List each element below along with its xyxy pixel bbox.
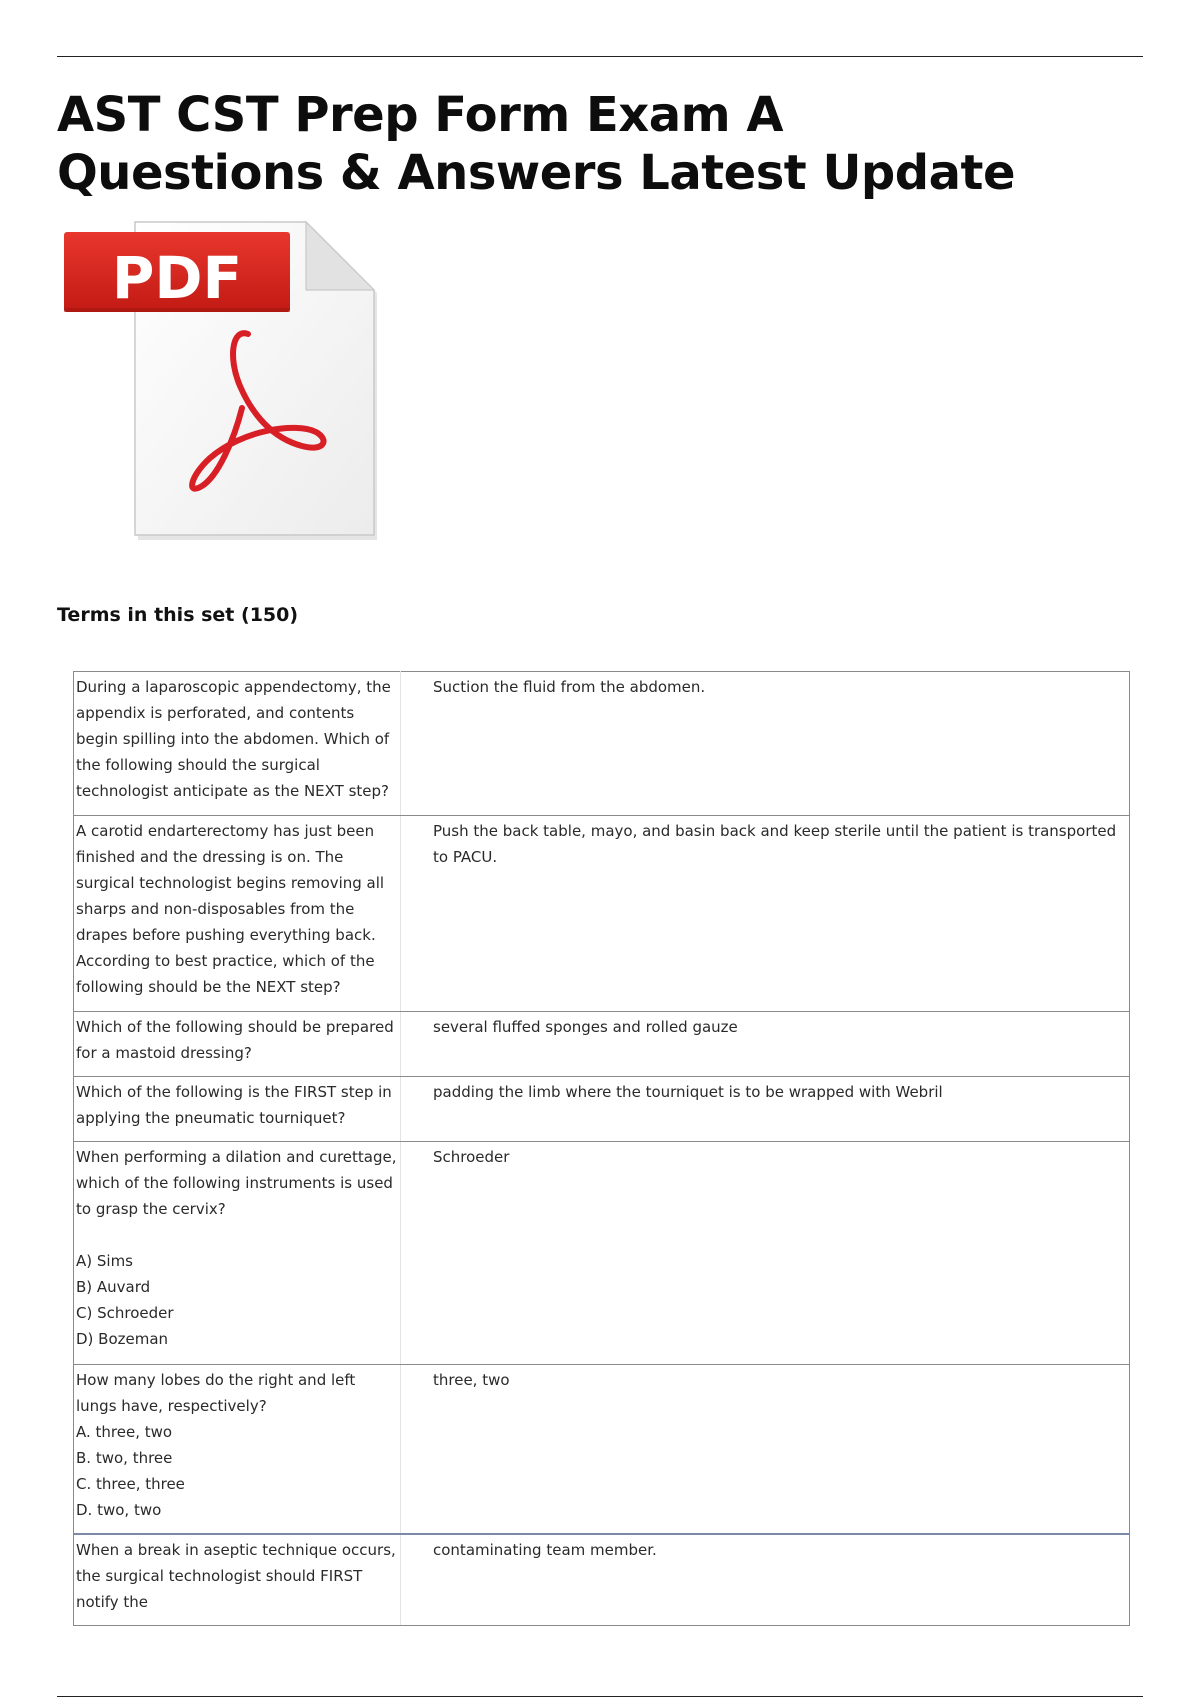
term-cell: Which of the following is the FIRST step in applying the pneumatic tourniquet?	[74, 1077, 401, 1142]
pdf-badge-label: PDF	[111, 244, 243, 312]
table-row	[74, 816, 1130, 1012]
document-title: AST CST Prep Form Exam A Questions & Answers Latest Update	[57, 87, 1016, 201]
definition-cell: Suction the fluid from the abdomen.	[401, 672, 1130, 816]
definition-cell: Push the back table, mayo, and basin back and keep sterile until the patient is transported to PACU.	[401, 816, 1130, 1012]
term-cell: Which of the following should be prepared for a mastoid dressing?	[74, 1012, 401, 1077]
definition-cell: padding the limb where the tourniquet is to be wrapped with Webril	[401, 1077, 1130, 1142]
definition-cell: contaminating team member.	[401, 1534, 1130, 1626]
terms-count-label: Terms in this set (150)	[57, 604, 299, 626]
terms-table	[73, 671, 1130, 1626]
definition-cell: Schroeder	[401, 1142, 1130, 1365]
definition-cell: several fluffed sponges and rolled gauze	[401, 1012, 1130, 1077]
table-row	[74, 1534, 1130, 1626]
pdf-file-icon	[62, 218, 382, 540]
term-cell: A carotid endarterectomy has just been finished and the dressing is on. The surgical technologist begins removing all sharps and non-disposables from the drapes before pushing everything back. According to best practice, which of the following should be the NEXT step?	[74, 816, 401, 1012]
table-row	[74, 1012, 1130, 1077]
table-row	[74, 1365, 1130, 1535]
term-cell: During a laparoscopic appendectomy, the appendix is perforated, and contents begin spilling into the abdomen. Which of the following should the surgical technologist anticipate as the NEXT step?	[74, 672, 401, 816]
table-row	[74, 1142, 1130, 1365]
table-row	[74, 1077, 1130, 1142]
table-row	[74, 672, 1130, 816]
definition-cell: three, two	[401, 1365, 1130, 1535]
top-rule	[57, 56, 1143, 57]
term-cell: When performing a dilation and curettage, which of the following instruments is used to grasp the cervix? A) Sims B) Auvard C) Schroeder D) Bozeman	[74, 1142, 401, 1365]
term-cell: How many lobes do the right and left lungs have, respectively? A. three, two B. two, three C. three, three D. two, two	[74, 1365, 401, 1535]
term-cell: When a break in aseptic technique occurs, the surgical technologist should FIRST notify the	[74, 1534, 401, 1626]
bottom-rule	[57, 1696, 1143, 1697]
